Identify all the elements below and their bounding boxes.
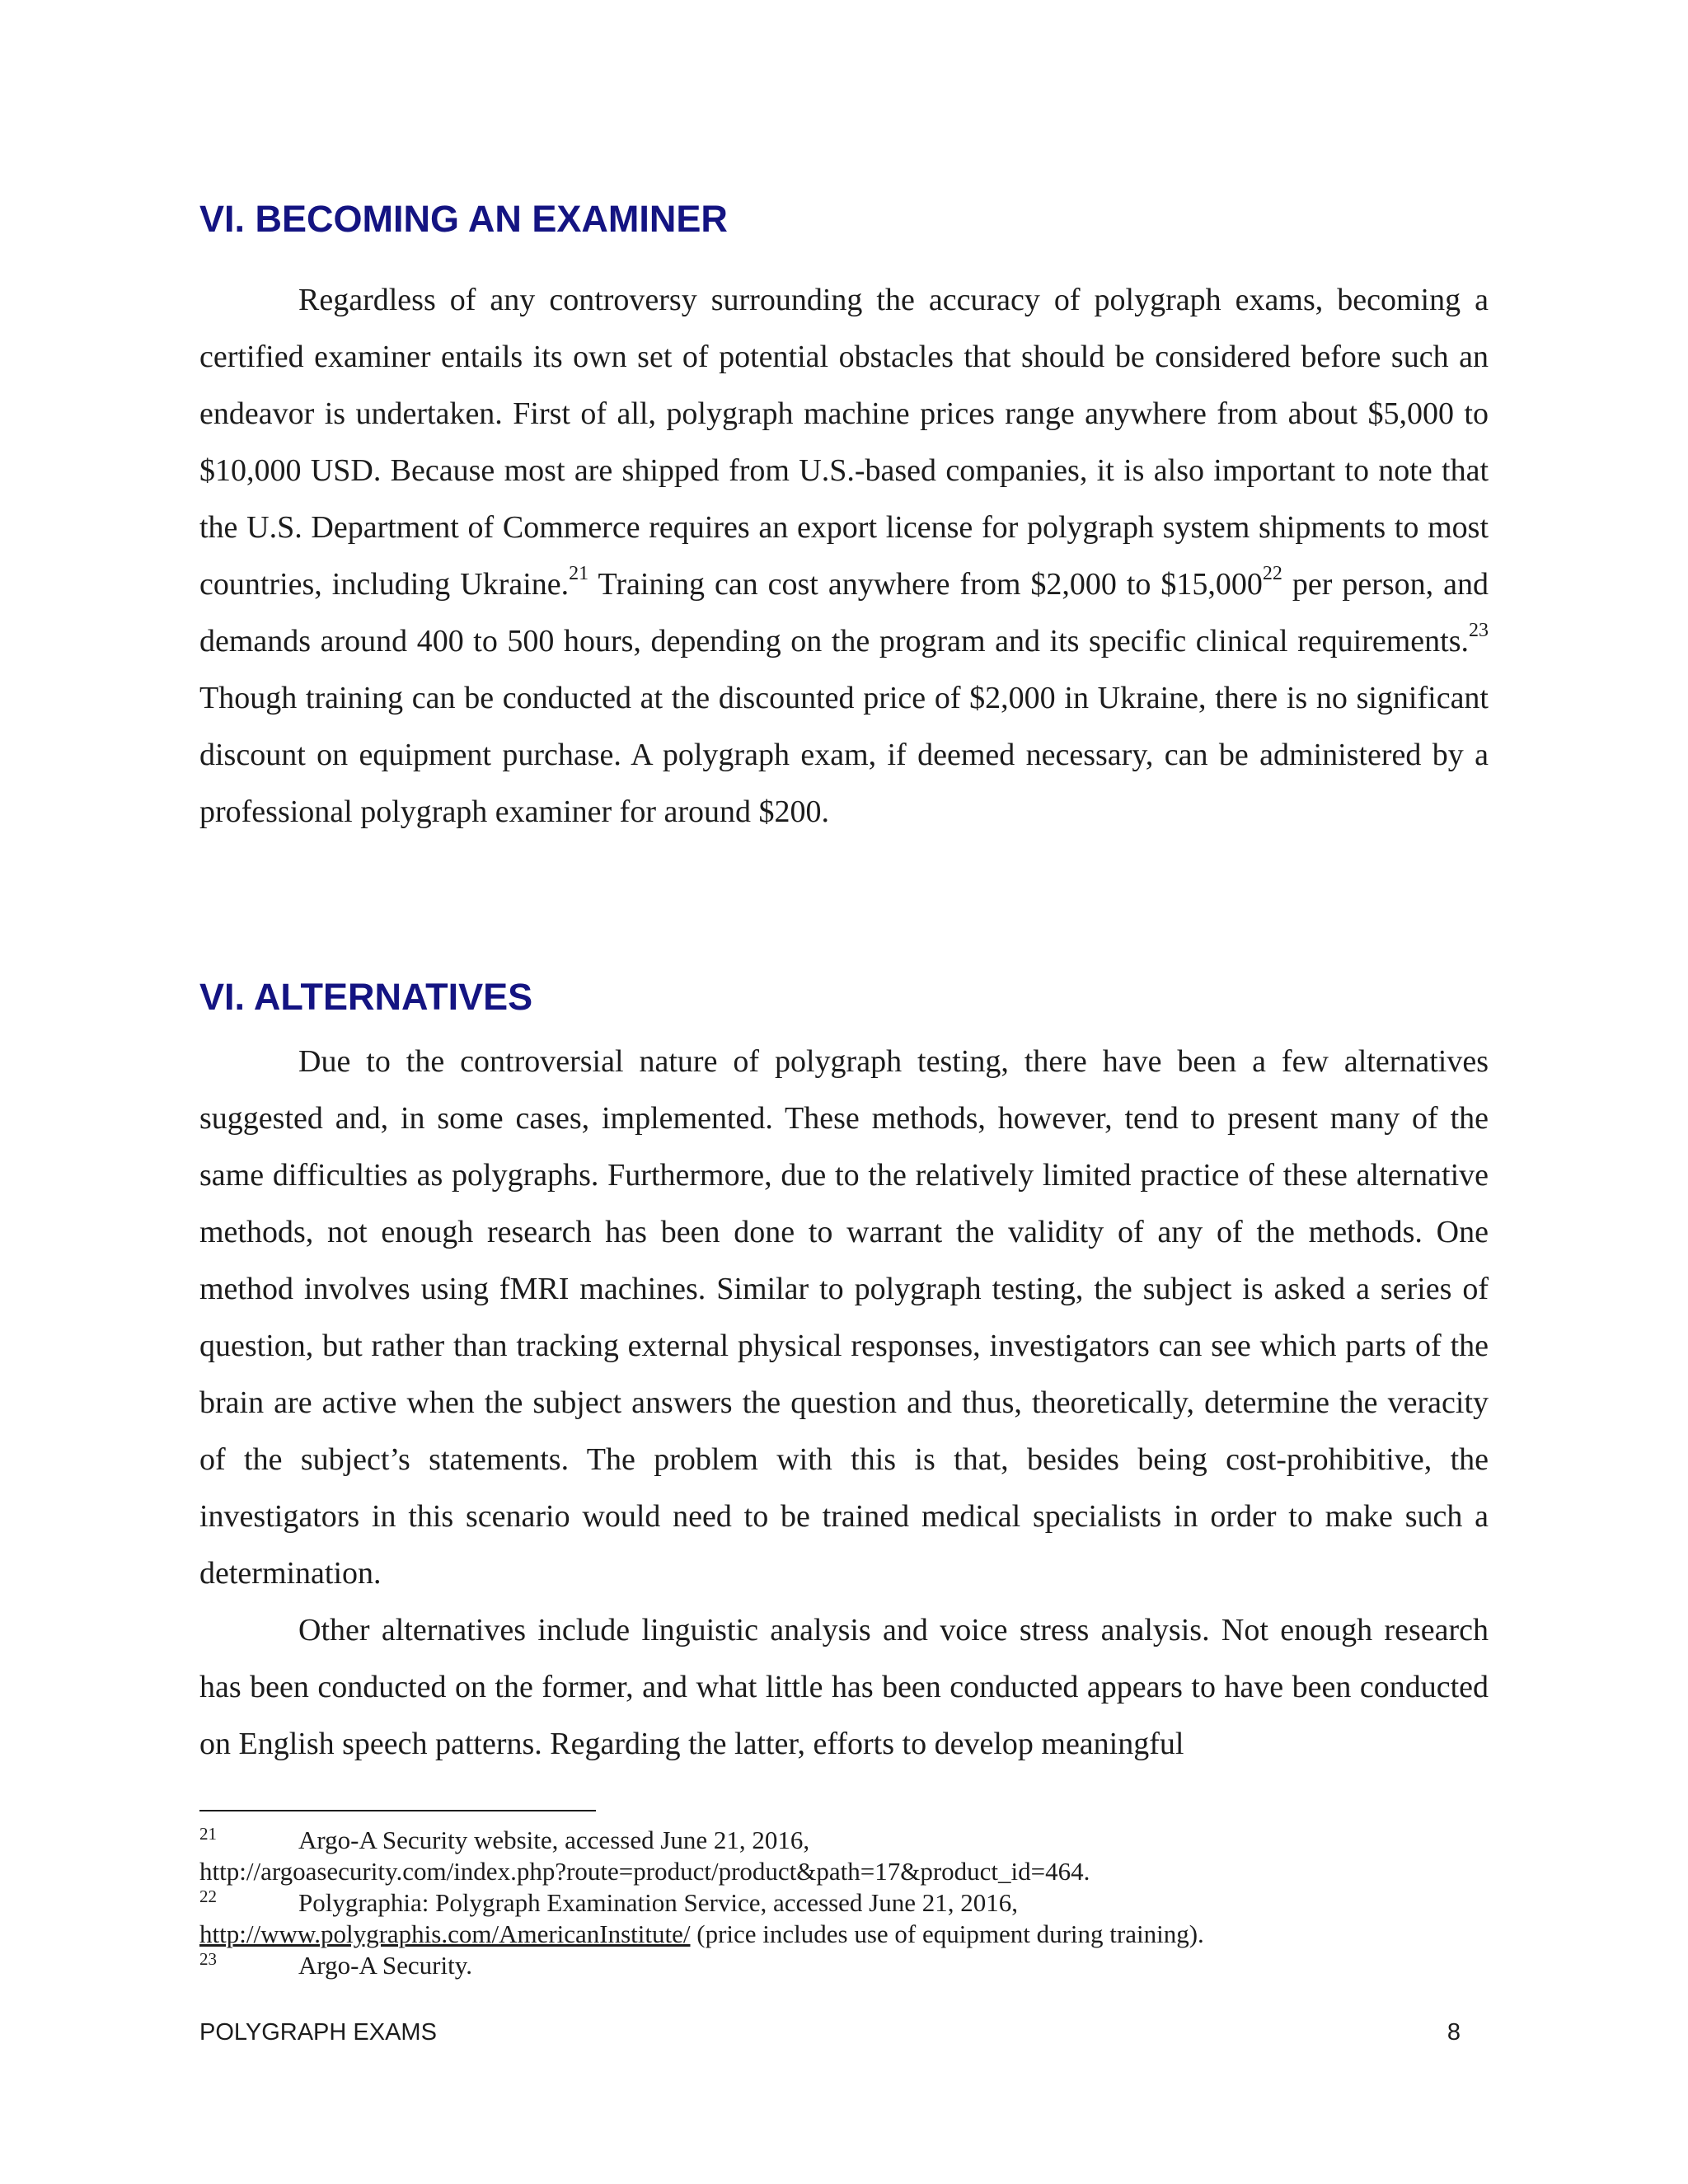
page-number: 8 xyxy=(1447,2019,1461,2046)
footnote-number: 22 xyxy=(199,1886,217,1906)
paragraph xyxy=(199,1033,1489,1602)
section-body-alternatives xyxy=(199,1033,1489,1773)
section-heading-becoming-an-examiner: VI. BECOMING AN EXAMINER xyxy=(199,198,728,240)
paragraph-text: Other alternatives include linguistic analysis and voice stress analysis. Not enough research has been conducted on the former, and what little has been conducted appears to have been conducted on English speech patterns. Regarding the latter, efforts to develop meaningful xyxy=(199,1613,1489,1761)
footer-title: POLYGRAPH EXAMS xyxy=(199,2019,437,2046)
footnote-21 xyxy=(199,1825,1518,1856)
footnote-ref-22[interactable]: 22 xyxy=(1262,563,1282,585)
footnote-separator xyxy=(199,1810,596,1811)
paragraph xyxy=(199,1602,1489,1773)
footnote-text: (price includes use of equipment during training). xyxy=(690,1919,1204,1948)
paragraph xyxy=(199,272,1489,841)
footnote-continuation xyxy=(199,1919,1204,1950)
footnote-ref-21[interactable]: 21 xyxy=(569,563,589,585)
paragraph-text: Training can cost anywhere from $2,000 to $15,000 xyxy=(588,567,1263,602)
footnote-23 xyxy=(199,1950,1518,1981)
footnote-number: 23 xyxy=(199,1949,217,1969)
footnote-ref-23[interactable]: 23 xyxy=(1469,620,1489,642)
paragraph-text: Though training can be conducted at the discounted price of $2,000 in Ukraine, there is no significant discount on equipment purchase. A polygraph exam, if deemed necessary, can be administered by a professional polygraph examiner for around $200. xyxy=(199,681,1489,829)
footnote-number: 21 xyxy=(199,1824,217,1844)
footnote-21-continuation xyxy=(199,1856,1518,1887)
paragraph-text: per person, and demands around 400 to 500 hours, depending on the program and its specific clinical requirements. xyxy=(199,567,1489,658)
footnote-22-continuation xyxy=(199,1919,1518,1950)
footnote-text: Polygraphia: Polygraph Examination Service, accessed June 21, 2016, xyxy=(298,1888,1018,1917)
paragraph-text: Regardless of any controversy surrounding the accuracy of polygraph exams, becoming a certified examiner entails its own set of potential obstacles that should be considered before such an endeavor is undertaken. First of all, polygraph machine prices range anywhere from about $5,000 to $10,000 USD. Because most are shipped from U.S.-based companies, it is also important to note that the U.S. Department of Commerce requires an export license for polygraph system shipments to most countries, including Ukraine. xyxy=(199,283,1489,602)
footnote-text: Argo-A Security website, accessed June 21, 2016, xyxy=(298,1825,810,1854)
footnote-url: http://argoasecurity.com/index.php?route=product/product&path=17&product_id=464. xyxy=(199,1857,1090,1886)
footnote-link[interactable]: http://www.polygraphis.com/AmericanInstitute/ xyxy=(199,1919,691,1948)
paragraph-text: Due to the controversial nature of polygraph testing, there have been a few alternatives suggested and, in some cases, implemented. These methods, however, tend to present many of the same difficulties as polygraphs. Furthermore, due to the relatively limited practice of these alternative methods, not enough research has been done to warrant the validity of any of the methods. One method involves using fMRI machines. Similar to polygraph testing, the subject is asked a series of question, but rather than tracking external physical responses, investigators can see which parts of the brain are active when the subject answers the question and thus, theoretically, determine the veracity of the subject’s statements. The problem with this is that, besides being cost-prohibitive, the investigators in this scenario would need to be trained medical specialists in order to make such a determination. xyxy=(199,1044,1489,1591)
footnotes xyxy=(199,1825,1518,1981)
footnote-22 xyxy=(199,1887,1518,1919)
section-heading-alternatives: VI. ALTERNATIVES xyxy=(199,976,533,1018)
section-body-becoming-an-examiner xyxy=(199,272,1489,841)
footnote-text: Argo-A Security. xyxy=(298,1951,472,1980)
